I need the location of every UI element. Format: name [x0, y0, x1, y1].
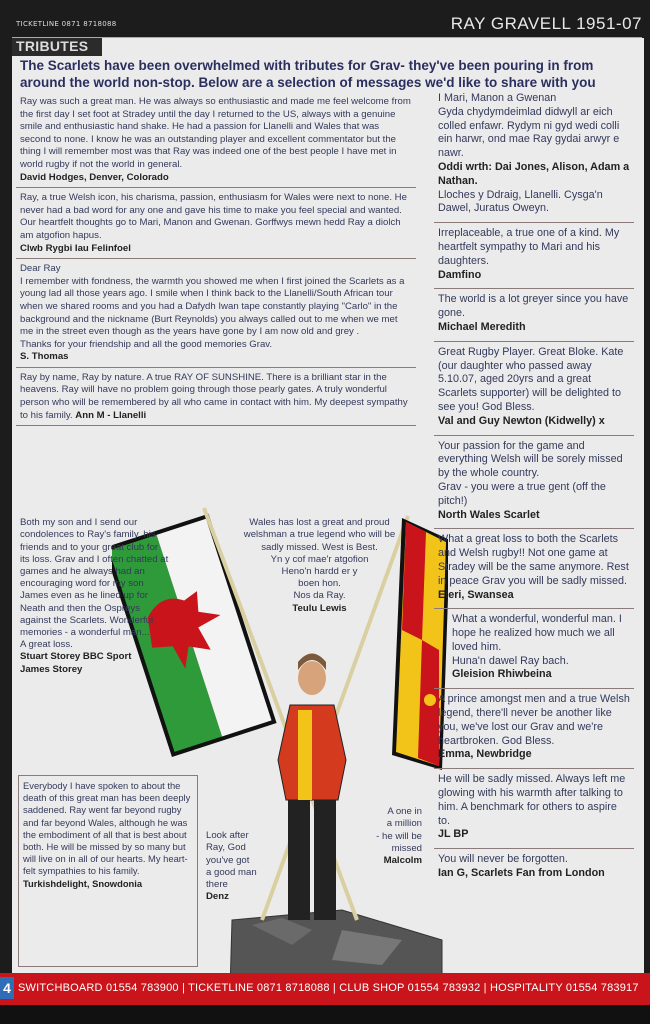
face [298, 661, 326, 695]
tribute-item [434, 436, 634, 530]
tribute-author: Oddi wrth: Dai Jones, Alison, Adam a Nathan. [438, 160, 630, 187]
header-ticketline: TICKETLINE 0871 8718088 [16, 20, 117, 28]
section-title: TRIBUTES [16, 38, 89, 54]
tribute-body: You will never be forgotten. [438, 853, 568, 866]
tribute-author: Eleri, Swansea [438, 588, 514, 601]
tribute-author: David Hodges, Denver, Colorado [20, 171, 169, 183]
tribute-author: Ian G, Scarlets Fan from London [438, 867, 605, 880]
tribute-item [434, 289, 634, 341]
tribute-body: Your passion for the game and everything Welsh will be sorely missed by the whole country. Grav - you were a true gent (off the pitch!) [438, 439, 623, 507]
tribute-storey [20, 505, 170, 688]
shirt-yellow [298, 710, 312, 800]
intro-text [20, 37, 640, 91]
tribute-author: Turkishdelight, Snowdonia [23, 877, 143, 889]
tribute-author: Ann M - Llanelli [75, 409, 147, 421]
tribute-body: Dear Ray I remember with fondness, the warmth you showed me when I first joined the Scarlets as a young lad all those years ago. I smile when I think back to the Llanelli/South African tour when we shared rooms and you had a Dafydh Iwan tape constantly playing "Carlo" in the background and the nickname (Burt Reynolds) you always called out to me when we met me in the street even though as the years have gone by I am now old and grey . Thanks for your friendship and all the good memories Grav. [20, 263, 405, 350]
person-figure [278, 654, 346, 921]
tribute-item [434, 223, 634, 289]
tribute-body: Ray was such a great man. He was always so enthusiastic and made me feel welcome from the first day I set foot at Stradey until the day I returned to the US, always with a genuine smile and enthusiastic hand shake. He had a passion for Llanelli and Wales that was second to none. I know he was an outstanding player and excellent commentator but the thing I will remember most was that Ray was indeed one of the best people I have met in world rugby if not the world in general. [20, 96, 411, 170]
tribute-item [16, 259, 416, 368]
tribute-body: Irreplaceable, a true one of a kind. My heartfelt sympathy to Mari and his daughters. [438, 227, 620, 267]
tribute-item [434, 529, 634, 609]
tribute-author: Emma, Newbridge [438, 748, 532, 761]
tribute-lewis [232, 505, 407, 627]
tribute-body: A one in a million - he will be missed [376, 806, 422, 854]
header-title: RAY GRAVELL 1951-07 [450, 14, 642, 33]
tribute-item [434, 609, 634, 689]
tribute-item [16, 92, 416, 188]
tribute-author: Damfino [438, 268, 482, 281]
right-column [434, 88, 634, 887]
tribute-denz [206, 818, 276, 916]
tribute-body-tail: Lloches y Ddraig, Llanelli. Cysga'n Dawel, Juratus Oweyn. [438, 188, 603, 215]
tribute-author: Denz [206, 891, 229, 903]
tribute-body: I Mari, Manon a Gwenan Gyda chydymdeimlad didwyll ar eich colled enfawr. Rydym ni gyd wedi colli ein harwr, ond mae Ray gydai arwyr e nawr. [438, 92, 620, 160]
page-number: 4 [0, 977, 14, 999]
leg-left [288, 800, 310, 920]
tribute-item [16, 368, 416, 426]
tribute-body: What a wonderful, wonderful man. I hope he realized how much we all loved him. Huna'n dawel Ray bach. [452, 613, 622, 667]
tribute-malcolm [352, 794, 422, 879]
tribute-body: Wales has lost a great and proud welshman a true legend who will be sadly missed. West is Best. Yn y cof mae'r atgofion Heno'n hardd er y boen hon. Nos da Ray. [243, 517, 396, 602]
leg-right [314, 800, 336, 920]
tribute-body: Everybody I have spoken to about the death of this great man has been deeply saddened. Ray went far beyond rugby and far beyond Wales, although he was the embodiment of all that is best about both. He will be missed by so many but will live on in all of our hearts. My heart-felt sympathies to his family. [23, 780, 191, 877]
tribute-body: Look after Ray, God you've got a good man there [206, 830, 257, 891]
tribute-author: Val and Guy Newton (Kidwelly) x [438, 414, 605, 427]
footer-contacts: SWITCHBOARD 01554 783900 | TICKETLINE 0871 8718088 | CLUB SHOP 01554 783932 | HOSPITALITY 01554 783917 [18, 982, 639, 994]
tribute-author: North Wales Scarlet [438, 508, 540, 521]
tribute-author: JL BP [438, 828, 469, 841]
tribute-body: What a great loss to both the Scarlets and Welsh rugby!! Not one game at Stradey will be the same anymore. Rest in peace Grav you will be sadly missed. [438, 533, 629, 587]
tribute-author: Teulu Lewis [292, 602, 347, 614]
left-column [16, 92, 416, 426]
tribute-item [434, 342, 634, 436]
tribute-body: The world is a lot greyer since you have gone. [438, 293, 629, 320]
tribute-body: Great Rugby Player. Great Bloke. Kate (our daughter who passed away 5.10.07, aged 20yrs and a great Scarlets supporter) will be delighted to see you! God Bless. [438, 345, 624, 413]
tribute-body: He will be sadly missed. Always left me glowing with his warmth after talking to him. A benchmark for others to aspire to. [438, 773, 626, 827]
tribute-body: A prince amongst men and a true Welsh legend, there'll never be another like you, we've lost our Grav and we're heartbroken. God Bless. [438, 693, 630, 747]
tribute-item [434, 849, 634, 887]
tribute-item [434, 769, 634, 849]
tribute-author: Malcolm [383, 855, 422, 867]
tribute-body-text: Ray by name, Ray by nature. A true RAY OF SUNSHINE. There is a brilliant star in the heavens. Ray will have no problem going through those pearly gates. A truly wonderful person who will be remembered by all who came in contact with him. My deepest sympathy to his family. [20, 371, 408, 421]
tribute-item [434, 88, 634, 223]
tribute-author: Stuart Storey BBC Sport James Storey [20, 651, 132, 675]
tribute-body: Both my son and I send our condolences to Ray's family, his friends and to your great club for its loss. Grav and I often chatted at games and he always had an encouraging word for my son James even as he lined up for Neath and then the Ospreys against the Scarlets. Wonderful memories - a wonderful man... A great loss. [20, 517, 169, 651]
tribute-author: Michael Meredith [438, 320, 526, 333]
tribute-author: Gleision Rhiwbeina [452, 668, 552, 681]
tribute-author: S. Thomas [20, 351, 69, 363]
bottom-strip [0, 1005, 650, 1024]
tribute-body: Ray, a true Welsh icon, his charisma, passion, enthusiasm for Wales were next to none. He never had a bad word for any one and gave his time to make you feel special and wanted. Our heartfelt thoughts go to Mari, Manon and Gwenan. Gorffwys mewn hedd Ray a diolch am atgofion hapus. [20, 192, 407, 241]
tribute-body [20, 372, 412, 422]
tribute-item [434, 689, 634, 769]
tribute-author: Clwb Rygbi Iau Felinfoel [20, 242, 131, 254]
tribute-box-snowdonia [18, 775, 198, 967]
tribute-item [16, 188, 416, 259]
intro-paragraph: The Scarlets have been overwhelmed with tributes for Grav- they've been pouring in from around the world non-stop. Below are a selection of messages we'd like to share with you [20, 58, 596, 90]
